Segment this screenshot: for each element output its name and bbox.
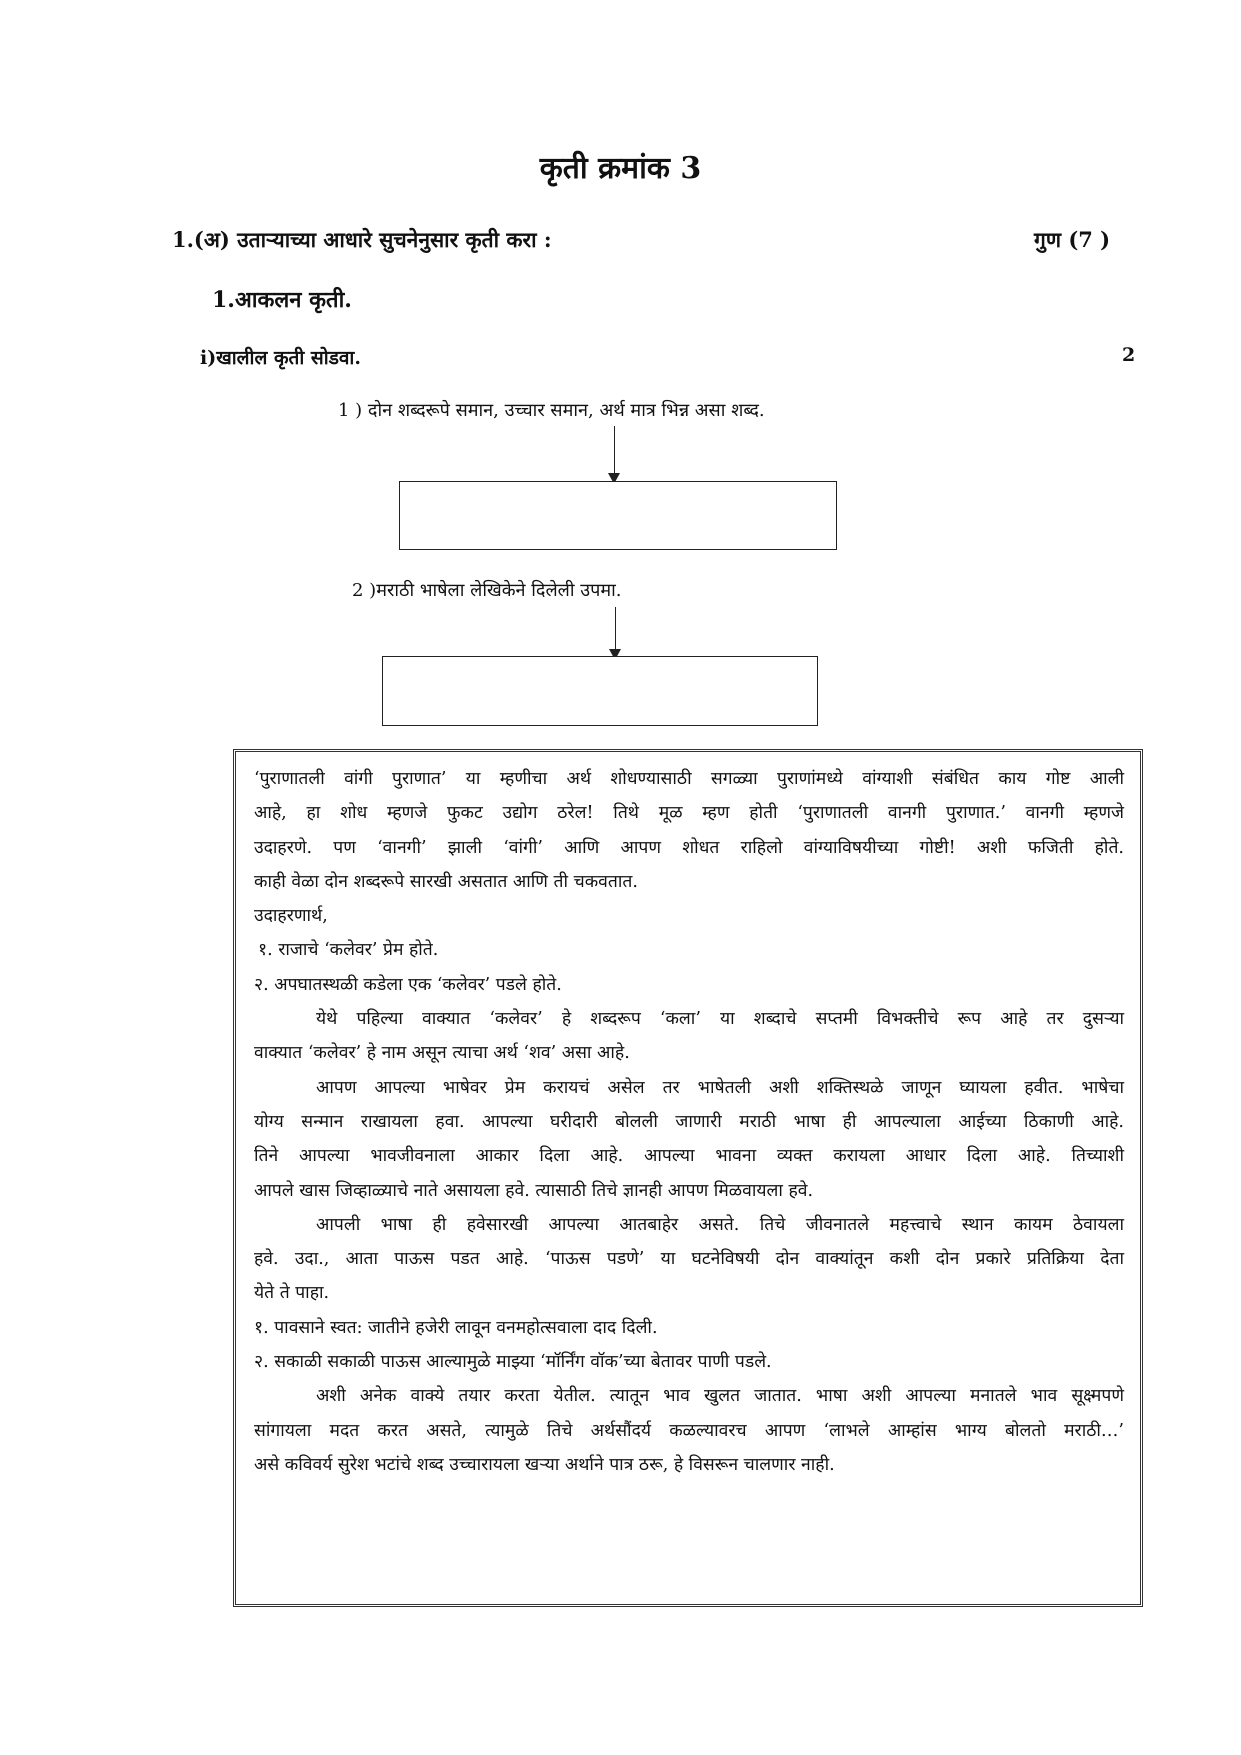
passage-line: योग्य सन्मान राखायला हवा. आपल्या घरीदारी बोलली जाणारी मराठी भाषा ही आपल्याला आईच्या ठिकाणी आहे.	[254, 1111, 1124, 1132]
task-marks: 2	[1122, 344, 1136, 366]
passage-line: सांगायला मदत करत असते, त्यामुळे तिचे अर्थसौंदर्य कळल्यावरच आपण ‘लाभले आम्हांस भाग्य बोलतो मराठी…’	[254, 1420, 1124, 1441]
passage-line: तिने आपल्या भावजीवनाला आकार दिला आहे. आपल्या भावना व्यक्त करायला आधार दिला आहे. तिच्याशी	[254, 1146, 1124, 1167]
arrow-down-icon	[614, 426, 615, 474]
passage-box	[233, 749, 1143, 1607]
passage-line: २. अपघातस्थळी कडेला एक ‘कलेवर’ पडले होते.	[254, 974, 562, 995]
arrow-down-icon	[615, 607, 616, 650]
page-title: कृती क्रमांक 3	[539, 151, 702, 186]
passage-line: आहे, हा शोध म्हणजे फुकट उद्योग ठरेल! तिथे मूळ म्हण होती ‘पुराणातली वानगी पुराणात.’ वानगी म्हणजे	[254, 803, 1124, 824]
passage-line: वाक्यात ‘कलेवर’ हे नाम असून त्याचा अर्थ ‘शव’ असा आहे.	[254, 1043, 630, 1064]
answer-box-2[interactable]	[382, 656, 818, 726]
passage-line: आपले खास जिव्हाळ्याचे नाते असायला हवे. त्यासाठी तिचे ज्ञानही आपण मिळवायला हवे.	[254, 1180, 814, 1201]
question-item-1: 1 ) दोन शब्दरूपे समान, उच्चार समान, अर्थ मात्र भिन्न असा शब्द.	[338, 400, 765, 421]
section-heading: 1.आकलन कृती.	[212, 287, 352, 313]
passage-line: १. राजाचे ‘कलेवर’ प्रेम होते.	[258, 940, 439, 961]
question-heading: 1.(अ) उताऱ्याच्या आधारे सुचनेनुसार कृती करा :	[172, 227, 552, 252]
passage-line: येते ते पाहा.	[254, 1283, 330, 1304]
passage-line: अशी अनेक वाक्ये तयार करता येतील. त्यातून भाव खुलत जातात. भाषा अशी आपल्या मनातले भाव सूक्ष्मपणे	[316, 1386, 1124, 1407]
passage-line: उदाहरणे. पण ‘वानगी’ झाली ‘वांगी’ आणि आपण शोधत राहिलो वांग्याविषयीच्या गोष्टी! अशी फजिती होते.	[254, 837, 1124, 858]
question-marks: गुण (7 )	[1034, 227, 1111, 252]
passage-line: ‘पुराणातली वांगी पुराणात’ या म्हणीचा अर्थ शोधण्यासाठी सगळ्या पुराणांमध्ये वांग्याशी संबंधित काय गोष्ट आली	[254, 769, 1124, 789]
answer-box-1[interactable]	[399, 481, 837, 550]
passage-line: काही वेळा दोन शब्दरूपे सारखी असतात आणि ती चकवतात.	[254, 871, 638, 892]
passage-line: असे कविवर्य सुरेश भटांचे शब्द उच्चारायला खऱ्या अर्थाने पात्र ठरू, हे विसरून चालणार नाही.	[254, 1454, 835, 1475]
passage-line: २. सकाळी सकाळी पाऊस आल्यामुळे माझ्या ‘मॉर्निंग वॉक’च्या बेतावर पाणी पडले.	[254, 1352, 772, 1373]
passage-line: हवे. उदा., आता पाऊस पडत आहे. ‘पाऊस पडणे’ या घटनेविषयी दोन वाक्यांतून कशी दोन प्रकारे प्रतिक्रिया देता	[254, 1249, 1124, 1270]
passage-line: उदाहरणार्थ,	[254, 906, 328, 927]
task-heading: i)खालील कृती सोडवा.	[200, 347, 361, 369]
question-item-2: 2 )मराठी भाषेला लेखिकेने दिलेली उपमा.	[352, 580, 622, 601]
passage-line: १. पावसाने स्वत: जातीने हजेरी लावून वनमहोत्सवाला दाद दिली.	[254, 1317, 658, 1338]
passage-line: आपण आपल्या भाषेवर प्रेम करायचं असेल तर भाषेतली अशी शक्तिस्थळे जाणून घ्यायला हवीत. भाषेचा	[316, 1077, 1124, 1098]
passage-line: आपली भाषा ही हवेसारखी आपल्या आतबाहेर असते. तिचे जीवनातले महत्त्वाचे स्थान कायम ठेवायला	[316, 1214, 1124, 1235]
passage-line: येथे पहिल्या वाक्यात ‘कलेवर’ हे शब्दरूप ‘कला’ या शब्दाचे सप्तमी विभक्तीचे रूप आहे तर दुसऱ्या	[316, 1009, 1124, 1030]
